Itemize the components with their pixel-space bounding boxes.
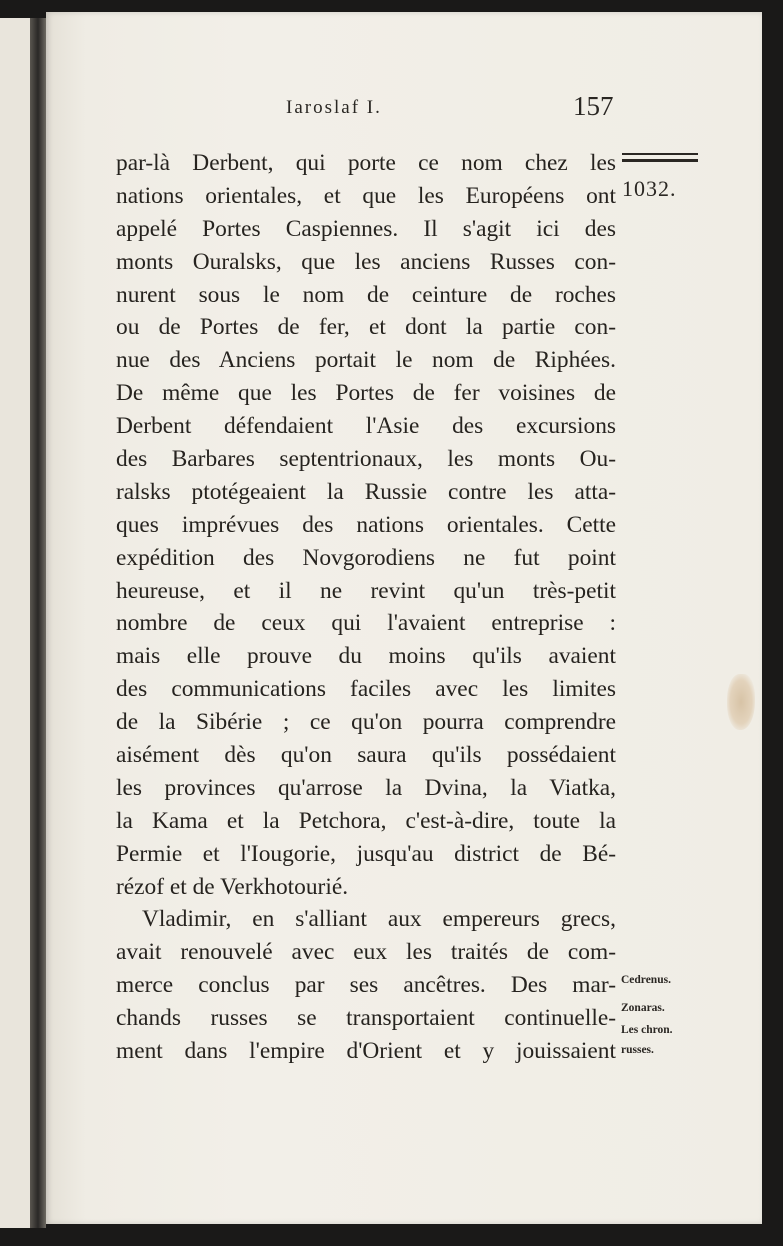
text-line: les provinces qu'arrose la Dvina, la Viatka, xyxy=(116,774,616,801)
text-line: expédition des Novgorodiens ne fut point xyxy=(116,544,616,571)
text-line: heureuse, et il ne revint qu'un très-petit xyxy=(116,577,616,604)
margin-rule xyxy=(622,159,698,162)
margin-source-note: Les chron. xyxy=(621,1024,673,1036)
text-line: nurent sous le nom de ceinture de roches xyxy=(116,281,616,308)
text-line: nations orientales, et que les Européens ont xyxy=(116,182,616,209)
text-line: avait renouvelé avec eux les traités de com- xyxy=(116,939,616,966)
text-line: ment dans l'empire d'Orient et y jouissaient xyxy=(116,1038,616,1065)
paper-stain xyxy=(727,674,755,730)
text-line: des Barbares septentrionaux, les monts Ou- xyxy=(116,446,616,473)
text-line: chands russes se transportaient continuelle- xyxy=(116,1005,616,1032)
book-page xyxy=(46,12,762,1224)
text-line: de la Sibérie ; ce qu'on pourra comprendre xyxy=(116,709,616,736)
previous-page-edge xyxy=(0,18,31,1228)
text-line: la Kama et la Petchora, c'est-à-dire, toute la xyxy=(116,807,616,834)
text-line: aisément dès qu'on saura qu'ils possédaient xyxy=(116,742,616,769)
text-line: des communications faciles avec les limites xyxy=(116,676,616,703)
text-line: par-là Derbent, qui porte ce nom chez les xyxy=(116,150,616,176)
text-line: ralsks ptotégeaient la Russie contre les atta- xyxy=(116,478,616,505)
text-line: monts Ouralsks, que les anciens Russes con- xyxy=(116,248,616,275)
text-line: mais elle prouve du moins qu'ils avaient xyxy=(116,643,616,670)
text-line: merce conclus par ses ancêtres. Des mar- xyxy=(116,972,616,999)
running-head-title: Iaroslaf I. xyxy=(286,97,382,118)
text-line: nue des Anciens portait le nom de Riphées. xyxy=(116,347,616,374)
text-line: Permie et l'Iougorie, jusqu'au district de Bé- xyxy=(116,840,616,867)
page-number: 157 xyxy=(573,91,614,121)
book-gutter xyxy=(30,18,46,1228)
margin-source-note: Zonaras. xyxy=(621,1002,665,1014)
running-head xyxy=(46,89,762,125)
text-line: ou de Portes de fer, et dont la partie con- xyxy=(116,314,616,341)
body-text xyxy=(116,147,616,1068)
text-line: rézof et de Verkhotourié. xyxy=(116,873,349,900)
margin-source-note: russes. xyxy=(621,1044,654,1056)
margin-rule xyxy=(622,153,698,155)
paragraph-2 xyxy=(116,903,616,1067)
text-line: De même que les Portes de fer voisines de xyxy=(116,380,616,407)
text-line: Vladimir, en s'alliant aux empereurs grecs, xyxy=(142,906,616,933)
margin-source-note: Cedrenus. xyxy=(621,974,671,986)
text-line: nombre de ceux qui l'avaient entreprise : xyxy=(116,610,616,637)
margin-year: 1032. xyxy=(622,176,677,201)
text-line: Derbent défendaient l'Asie des excursions xyxy=(116,413,616,440)
text-line: appelé Portes Caspiennes. Il s'agit ici des xyxy=(116,215,616,242)
paragraph-1 xyxy=(116,147,616,903)
text-line: ques imprévues des nations orientales. Cette xyxy=(116,511,616,538)
